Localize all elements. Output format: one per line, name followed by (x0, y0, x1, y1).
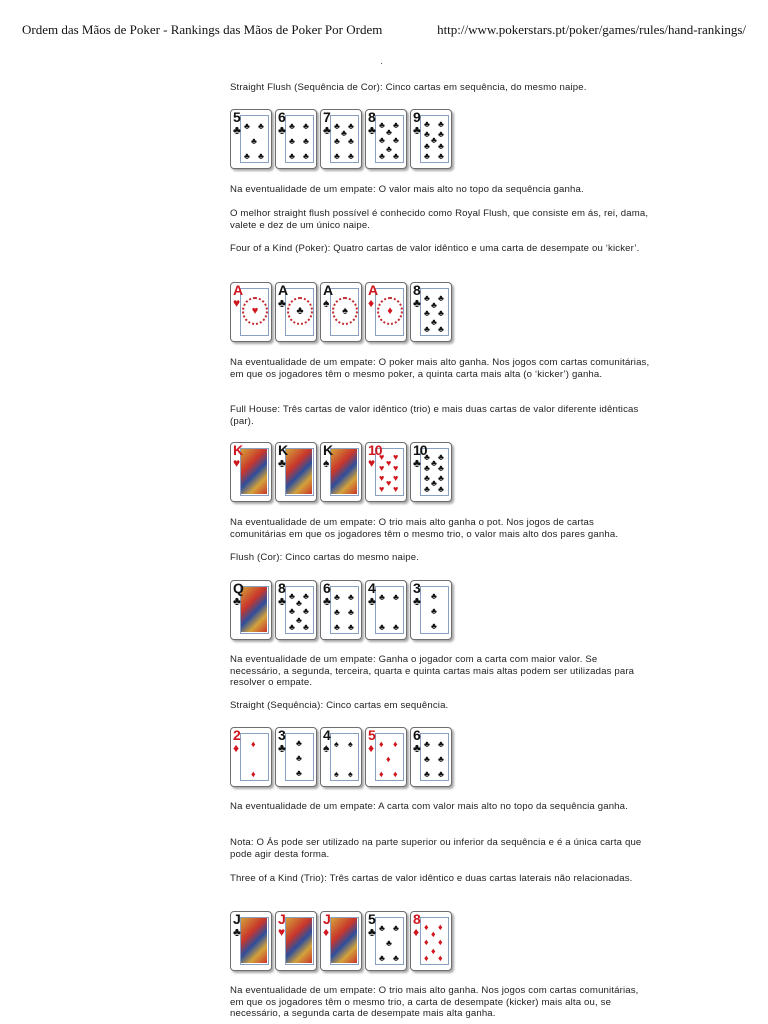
card-suit-icon: ♣ (278, 594, 286, 608)
card-pip-icon: ♣ (424, 151, 430, 161)
playing-card (365, 109, 407, 169)
card-pip-icon: ♣ (431, 300, 437, 310)
card-pip-icon: ♣ (438, 473, 444, 483)
source-url[interactable]: http://www.pokerstars.pt/poker/games/rules/hand-rankings/ (437, 22, 746, 37)
card-rank: 5 (368, 911, 375, 927)
hand-four-of-a-kind (230, 282, 460, 344)
card-pip-icon: ♣ (348, 592, 354, 602)
card-pip-icon: ♥ (393, 452, 399, 462)
card-pip-icon: ♣ (393, 622, 399, 632)
card-suit-icon: ♣ (413, 456, 421, 470)
card-suit-icon: ♣ (368, 123, 376, 137)
card-pip-icon: ♣ (438, 754, 444, 764)
card-pip-icon: ♣ (386, 938, 392, 948)
card-pip-icon: ♣ (334, 136, 340, 146)
playing-card (365, 911, 407, 971)
card-suit-icon: ♣ (278, 456, 286, 470)
card-pip-icon: ♣ (424, 473, 430, 483)
card-pip-icon: ♣ (438, 463, 444, 473)
card-rank: 8 (413, 911, 420, 927)
card-pips (331, 116, 357, 161)
card-pip-icon: ♦ (424, 922, 429, 932)
card-pip-icon: ♣ (289, 151, 295, 161)
card-pip-icon: ♣ (289, 591, 295, 601)
paragraph-three-of-a-kind: Three of a Kind (Trio): Três cartas de valor idêntico e duas cartas laterais não relacionadas. (230, 873, 633, 884)
card-rank: 7 (323, 109, 330, 125)
card-pip-icon: ♣ (303, 121, 309, 131)
card-suit-icon: ♣ (233, 925, 241, 939)
card-pip-icon: ♣ (386, 144, 392, 154)
card-rank: 6 (278, 109, 285, 125)
card-suit-icon: ♦ (368, 296, 375, 310)
card-pip-icon: ♣ (303, 606, 309, 616)
card-pip-icon: ♣ (244, 151, 250, 161)
playing-card (230, 282, 272, 342)
card-pip-icon: ♣ (289, 622, 295, 632)
card-pip-icon: ♦ (251, 769, 256, 779)
card-pip-icon: ♣ (379, 622, 385, 632)
card-pip-icon: ♦ (438, 937, 443, 947)
card-pip-icon: ♣ (348, 607, 354, 617)
playing-card (410, 580, 452, 640)
card-suit-icon: ♣ (233, 594, 241, 608)
card-pip-icon: ♦ (393, 739, 398, 749)
card-pips (421, 116, 447, 161)
hand-straight (230, 727, 460, 789)
card-pip-icon: ♣ (296, 768, 302, 778)
card-pip-icon: ♣ (289, 136, 295, 146)
card-pip-icon: ♥ (379, 452, 385, 462)
card-pip-icon: ♣ (348, 151, 354, 161)
card-pip-icon: ♣ (379, 923, 385, 933)
card-pips (376, 587, 402, 632)
card-pip-icon: ♦ (431, 929, 436, 939)
card-suit-icon: ♣ (413, 296, 421, 310)
card-rank: 8 (368, 109, 375, 125)
playing-card (365, 727, 407, 787)
hand-straight-flush (230, 109, 460, 171)
card-suit-icon: ♦ (323, 925, 330, 939)
card-pip-icon: ♣ (438, 308, 444, 318)
ace-emblem-icon: ♠ (332, 297, 358, 325)
card-pips (241, 734, 267, 779)
card-pip-icon: ♣ (348, 622, 354, 632)
card-pip-icon: ♣ (393, 953, 399, 963)
card-pip-icon: ♦ (438, 953, 443, 963)
card-pip-icon: ♥ (386, 458, 392, 468)
card-rank: K (278, 442, 288, 458)
card-rank: 4 (368, 580, 375, 596)
card-pip-icon: ♣ (289, 606, 295, 616)
card-rank: A (233, 282, 243, 298)
card-suit-icon: ♥ (233, 296, 241, 310)
card-suit-icon: ♣ (413, 123, 421, 137)
card-pip-icon: ♣ (438, 129, 444, 139)
card-pip-icon: ♣ (334, 151, 340, 161)
playing-card (410, 727, 452, 787)
card-pip-icon: ♣ (431, 606, 437, 616)
card-suit-icon: ♣ (368, 925, 376, 939)
card-pip-icon: ♣ (296, 753, 302, 763)
card-pip-icon: ♣ (424, 119, 430, 129)
card-pip-icon: ♣ (424, 324, 430, 334)
card-pip-icon: ♣ (303, 136, 309, 146)
card-pip-icon: ♣ (438, 769, 444, 779)
card-pip-icon: ♥ (386, 478, 392, 488)
paragraph-ace-note: Nota: O Ás pode ser utilizado na parte superior ou inferior da sequência e é a única carta que pode agir desta forma. (230, 837, 642, 860)
face-card-art (241, 587, 267, 632)
card-pips (331, 734, 357, 779)
paragraph-straight-flush: Straight Flush (Sequência de Cor): Cinco cartas em sequência, do mesmo naipe. (230, 82, 587, 93)
card-pip-icon: ♣ (424, 769, 430, 779)
card-pip-icon: ♣ (244, 121, 250, 131)
card-pip-icon: ♣ (424, 452, 430, 462)
card-pip-icon: ♠ (334, 769, 339, 779)
face-card-art (241, 449, 267, 494)
card-pips (421, 587, 447, 632)
card-suit-icon: ♣ (413, 594, 421, 608)
card-pip-icon: ♥ (393, 473, 399, 483)
playing-card (275, 580, 317, 640)
card-pip-icon: ♣ (334, 592, 340, 602)
card-pips (421, 918, 447, 963)
hand-flush (230, 580, 460, 642)
card-rank: K (233, 442, 243, 458)
paragraph-tie-full-house: Na eventualidade de um empate: O trio mais alto ganha o pot. Nos jogos de cartas comunitárias em que os jogadores têm o mesmo trio, o valor mais alto dos pares ganha. (230, 517, 619, 540)
card-pip-icon: ♣ (296, 615, 302, 625)
card-pips (286, 587, 312, 632)
card-pip-icon: ♣ (303, 151, 309, 161)
playing-card (410, 442, 452, 502)
card-pip-icon: ♣ (393, 923, 399, 933)
card-pips (376, 116, 402, 161)
card-pip-icon: ♣ (431, 621, 437, 631)
card-rank: A (368, 282, 378, 298)
card-pip-icon: ♥ (379, 473, 385, 483)
card-pip-icon: ♣ (438, 484, 444, 494)
card-pip-icon: ♣ (334, 607, 340, 617)
card-rank: Q (233, 580, 243, 596)
playing-card (320, 580, 362, 640)
card-rank: 10 (413, 442, 427, 458)
playing-card (275, 442, 317, 502)
card-pip-icon: ♣ (348, 121, 354, 131)
card-pips (421, 289, 447, 334)
face-card-art (331, 918, 357, 963)
card-pip-icon: ♠ (348, 769, 353, 779)
playing-card (230, 442, 272, 502)
paragraph-tie-straight-flush: Na eventualidade de um empate: O valor mais alto no topo da sequência ganha. (230, 184, 584, 195)
playing-card (320, 282, 362, 342)
card-pip-icon: ♣ (431, 591, 437, 601)
hand-three-of-a-kind (230, 911, 460, 973)
separator-dot: · (380, 58, 383, 68)
card-rank: 8 (278, 580, 285, 596)
card-pip-icon: ♣ (424, 739, 430, 749)
face-card-art (331, 449, 357, 494)
card-rank: 9 (413, 109, 420, 125)
card-pip-icon: ♣ (424, 141, 430, 151)
face-card-art (241, 918, 267, 963)
card-pip-icon: ♣ (379, 135, 385, 145)
card-pip-icon: ♠ (348, 739, 353, 749)
paragraph-flush: Flush (Cor): Cinco cartas do mesmo naipe. (230, 552, 420, 563)
card-pip-icon: ♣ (438, 141, 444, 151)
card-pip-icon: ♦ (386, 754, 391, 764)
card-pip-icon: ♣ (393, 135, 399, 145)
document-title: Ordem das Mãos de Poker - Rankings das Mãos de Poker Por Ordem (22, 22, 383, 37)
playing-card (320, 442, 362, 502)
paragraph-full-house: Full House: Três cartas de valor idêntico (trio) e mais duas cartas de valor diferente idênticas (par). (230, 404, 639, 427)
card-pip-icon: ♣ (424, 484, 430, 494)
card-pip-icon: ♣ (296, 738, 302, 748)
card-pip-icon: ♣ (424, 129, 430, 139)
card-pip-icon: ♣ (379, 120, 385, 130)
paragraph-tie-four-of-a-kind: Na eventualidade de um empate: O poker mais alto ganha. Nos jogos com cartas comunitárias, em que os jogadores têm o mesmo poker, a quinta carta mais alta (o ‘kicker’) ganha. (230, 357, 650, 380)
card-pip-icon: ♣ (438, 324, 444, 334)
card-pip-icon: ♣ (393, 592, 399, 602)
card-suit-icon: ♦ (368, 741, 375, 755)
card-pip-icon: ♦ (393, 769, 398, 779)
card-suit-icon: ♥ (233, 456, 241, 470)
card-suit-icon: ♣ (278, 296, 286, 310)
card-suit-icon: ♥ (278, 925, 286, 939)
card-pip-icon: ♦ (379, 739, 384, 749)
card-suit-icon: ♣ (278, 123, 286, 137)
playing-card (230, 727, 272, 787)
ace-emblem-icon: ♥ (242, 297, 268, 325)
card-pip-icon: ♣ (258, 151, 264, 161)
card-pip-icon: ♣ (424, 463, 430, 473)
card-pip-icon: ♣ (289, 121, 295, 131)
card-rank: A (278, 282, 288, 298)
card-pip-icon: ♣ (348, 136, 354, 146)
paragraph-straight: Straight (Sequência): Cinco cartas em sequência. (230, 700, 449, 711)
playing-card (275, 282, 317, 342)
card-pips (286, 734, 312, 779)
card-rank: 3 (413, 580, 420, 596)
card-suit-icon: ♦ (233, 741, 240, 755)
playing-card (320, 911, 362, 971)
card-rank: J (323, 911, 330, 927)
card-pip-icon: ♣ (334, 622, 340, 632)
card-pip-icon: ♣ (296, 598, 302, 608)
card-pip-icon: ♣ (251, 136, 257, 146)
playing-card (365, 442, 407, 502)
card-pips (421, 734, 447, 779)
card-suit-icon: ♣ (368, 594, 376, 608)
playing-card (275, 109, 317, 169)
face-card-art (286, 449, 312, 494)
card-pips (331, 587, 357, 632)
card-rank: 10 (368, 442, 382, 458)
card-rank: J (233, 911, 240, 927)
card-pip-icon: ♣ (438, 739, 444, 749)
card-rank: 6 (413, 727, 420, 743)
playing-card (410, 911, 452, 971)
face-card-art (286, 918, 312, 963)
card-pip-icon: ♦ (424, 937, 429, 947)
playing-card (410, 282, 452, 342)
card-pips (376, 918, 402, 963)
card-pips (286, 116, 312, 161)
ace-emblem-icon: ♣ (287, 297, 313, 325)
playing-card (275, 911, 317, 971)
card-rank: 8 (413, 282, 420, 298)
playing-card (230, 911, 272, 971)
card-pip-icon: ♣ (438, 452, 444, 462)
card-suit-icon: ♣ (323, 594, 331, 608)
hand-full-house (230, 442, 460, 504)
ace-emblem-icon: ♦ (377, 297, 403, 325)
card-pip-icon: ♣ (431, 458, 437, 468)
card-pip-icon: ♣ (379, 953, 385, 963)
card-pips (241, 116, 267, 161)
card-suit-icon: ♣ (278, 741, 286, 755)
page-header (22, 22, 746, 40)
card-pip-icon: ♣ (303, 591, 309, 601)
playing-card (410, 109, 452, 169)
card-pip-icon: ♦ (438, 922, 443, 932)
card-suit-icon: ♥ (368, 456, 376, 470)
card-pip-icon: ♥ (379, 463, 385, 473)
card-pip-icon: ♦ (424, 953, 429, 963)
card-rank: 2 (233, 727, 240, 743)
card-pip-icon: ♣ (334, 121, 340, 131)
card-suit-icon: ♠ (323, 296, 330, 310)
card-suit-icon: ♣ (323, 123, 331, 137)
card-pip-icon: ♣ (438, 119, 444, 129)
card-pip-icon: ♣ (386, 127, 392, 137)
card-pip-icon: ♥ (393, 463, 399, 473)
paragraph-tie-flush: Na eventualidade de um empate: Ganha o jogador com a carta com maior valor. Se necessário, a segunda, terceira, quarta e quinta cartas mais altas podem ser utilizadas para resolver o empate. (230, 654, 635, 689)
card-suit-icon: ♠ (323, 456, 330, 470)
card-pip-icon: ♠ (334, 739, 339, 749)
card-pip-icon: ♣ (438, 293, 444, 303)
card-suit-icon: ♣ (233, 123, 241, 137)
card-pip-icon: ♥ (379, 484, 385, 494)
playing-card (320, 109, 362, 169)
card-pip-icon: ♣ (438, 151, 444, 161)
card-pip-icon: ♥ (393, 484, 399, 494)
playing-card (365, 282, 407, 342)
card-pip-icon: ♣ (379, 151, 385, 161)
card-pip-icon: ♣ (424, 754, 430, 764)
paragraph-tie-three-of-a-kind: Na eventualidade de um empate: O trio mais alto ganha. Nos jogos com cartas comunitárias, em que os jogadores têm o mesmo trio, a carta de desempate (kicker) mais alta ou, se necessário, a segunda carta de desempate mais alta ganha. (230, 985, 639, 1020)
card-rank: A (323, 282, 333, 298)
paragraph-royal-flush: O melhor straight flush possível é conhecido como Royal Flush, que consiste em ás, rei, dama, valete e dez de um único naipe. (230, 208, 649, 231)
card-rank: J (278, 911, 285, 927)
card-pip-icon: ♣ (431, 135, 437, 145)
playing-card (230, 109, 272, 169)
playing-card (275, 727, 317, 787)
card-rank: 3 (278, 727, 285, 743)
card-pip-icon: ♣ (424, 308, 430, 318)
card-pip-icon: ♣ (393, 120, 399, 130)
card-pip-icon: ♦ (431, 946, 436, 956)
card-pip-icon: ♣ (431, 478, 437, 488)
card-pip-icon: ♣ (303, 622, 309, 632)
paragraph-tie-straight: Na eventualidade de um empate: A carta com valor mais alto no topo da sequência ganha. (230, 801, 628, 812)
card-pip-icon: ♦ (379, 769, 384, 779)
playing-card (320, 727, 362, 787)
card-rank: 5 (233, 109, 240, 125)
paragraph-four-of-a-kind: Four of a Kind (Poker): Quatro cartas de valor idêntico e uma carta de desempate ou ‘kicker’. (230, 243, 640, 254)
card-pip-icon: ♦ (251, 739, 256, 749)
card-pip-icon: ♣ (379, 592, 385, 602)
card-pips (376, 734, 402, 779)
card-pip-icon: ♣ (341, 128, 347, 138)
card-suit-icon: ♦ (413, 925, 420, 939)
card-rank: 5 (368, 727, 375, 743)
card-pip-icon: ♣ (424, 293, 430, 303)
card-rank: 6 (323, 580, 330, 596)
card-rank: 4 (323, 727, 330, 743)
card-rank: K (323, 442, 333, 458)
card-pip-icon: ♣ (258, 121, 264, 131)
playing-card (365, 580, 407, 640)
playing-card (230, 580, 272, 640)
card-suit-icon: ♣ (413, 741, 421, 755)
card-pip-icon: ♣ (431, 317, 437, 327)
card-suit-icon: ♠ (323, 741, 330, 755)
card-pip-icon: ♣ (393, 151, 399, 161)
